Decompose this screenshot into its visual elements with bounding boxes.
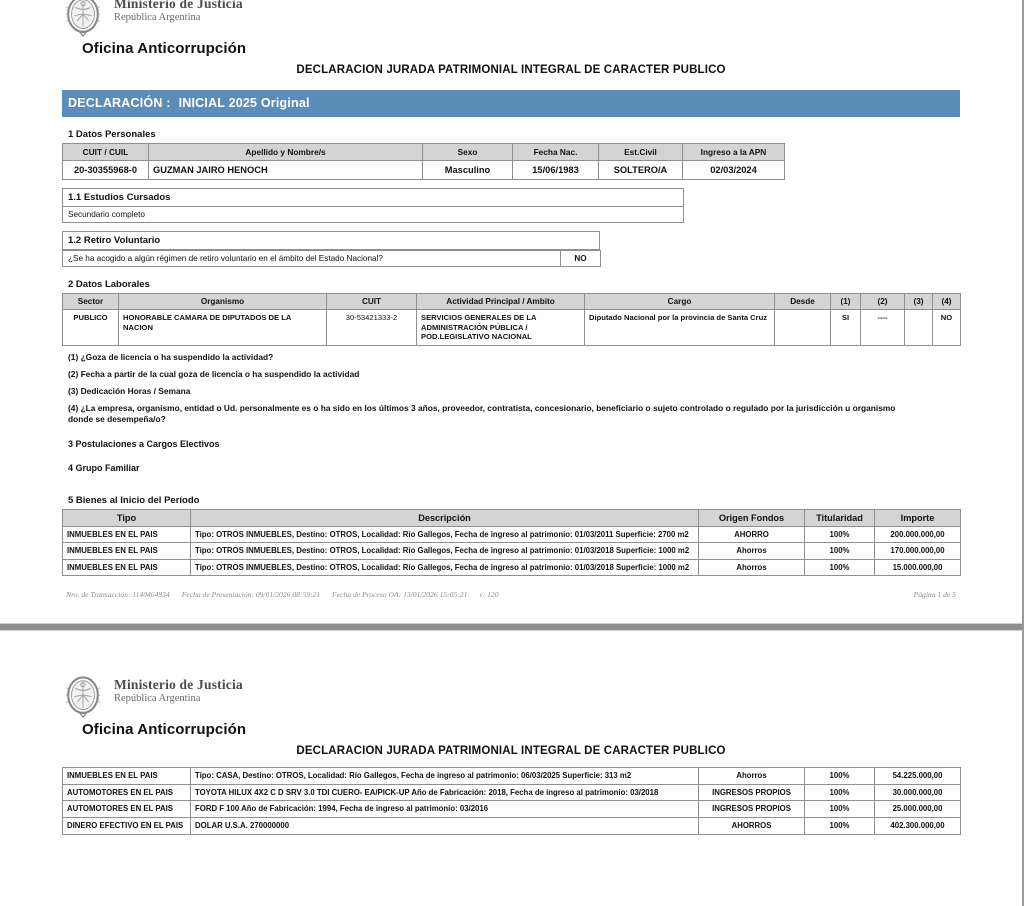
- col-est-civil: Est.Civil: [599, 144, 683, 161]
- col-nota-1: (1): [831, 294, 861, 310]
- office-title: Oficina Anticorrupción: [82, 721, 247, 739]
- cell-organismo: HONORABLE CAMARA DE DIPUTADOS DE LA NACION: [119, 310, 327, 346]
- table-header-row: [63, 144, 785, 161]
- document-page-2: [0, 631, 1022, 834]
- section-1-title: 1 Datos Personales: [68, 129, 156, 140]
- cell-importe: 402.300.000,00: [875, 818, 961, 835]
- section-1-1-title: 1.1 Estudios Cursados: [62, 188, 684, 207]
- cell-titularidad: 100%: [805, 543, 875, 560]
- estudios-value: Secundario completo: [62, 207, 684, 223]
- col-tipo: Tipo: [63, 509, 191, 526]
- declaration-value: INICIAL 2025 Original: [178, 96, 310, 110]
- cell-origen-fondos: INGRESOS PROPIOS: [699, 801, 805, 818]
- office-title: Oficina Anticorrupción: [82, 40, 247, 57]
- cell-importe: 15.000.000,00: [875, 559, 961, 576]
- col-sexo: Sexo: [423, 144, 513, 161]
- cell-descripcion: Tipo: OTROS INMUEBLES, Destino: OTROS, Localidad: Río Gallegos, Fecha de ingreso al patrimonio: 01/03/2011 Superficie: 2700 m2: [191, 526, 699, 543]
- footnote-3: (3) Dedicación Horas / Semana: [68, 385, 191, 396]
- retiro-voluntario-table: [62, 250, 601, 267]
- col-actividad: Actividad Principal / Ambito: [417, 294, 585, 310]
- cell-nombre: GUZMAN JAIRO HENOCH: [149, 161, 423, 180]
- cell-descripcion: Tipo: CASA, Destino: OTROS, Localidad: Río Gallegos, Fecha de ingreso al patrimonio: 06/03/2025 Superficie: 313 m2: [191, 768, 699, 785]
- cell-tipo: INMUEBLES EN EL PAIS: [63, 768, 191, 785]
- footer-version: v: 120: [479, 590, 499, 600]
- retiro-question: ¿Se ha acogido a algún régimen de retiro voluntario en el ámbito del Estado Nacional?: [63, 251, 561, 267]
- cell-titularidad: 100%: [805, 559, 875, 576]
- cell-origen-fondos: Ahorros: [699, 768, 805, 785]
- cell-descripcion: Tipo: OTROS INMUEBLES, Destino: OTROS, Localidad: Río Gallegos, Fecha de ingreso al patrimonio: 01/03/2018 Superficie: 1000 m2: [191, 559, 699, 576]
- personal-data-table: [62, 143, 785, 180]
- cell-nota-3: [905, 310, 933, 346]
- cell-descripcion: FORD F 100 Año de Fabricación: 1994, Fecha de ingreso al patrimonio: 03/2016: [191, 801, 699, 818]
- ministry-title: Ministerio de Justicia: [114, 677, 243, 693]
- cell-tipo: DINERO EFECTIVO EN EL PAIS: [63, 818, 191, 835]
- cell-importe: 54.225.000,00: [875, 768, 961, 785]
- ministry-block: [114, 677, 243, 705]
- argentina-coat-of-arms-icon: [62, 676, 104, 720]
- footnote-1: (1) ¿Goza de licencia o ha suspendido la actividad?: [68, 351, 274, 362]
- footer-presentacion: Fecha de Presentación: 09/01/2026 08:59:21: [181, 590, 321, 600]
- cell-origen-fondos: INGRESOS PROPIOS: [699, 784, 805, 801]
- table-row: [63, 784, 961, 801]
- table-header-row: [63, 294, 961, 310]
- assets-table-page2: [62, 767, 961, 834]
- footer-pagina: Página 1 de 5: [913, 590, 956, 600]
- cell-fecha-nac: 15/06/1983: [513, 161, 599, 180]
- cell-tipo: INMUEBLES EN EL PAIS: [63, 559, 191, 576]
- table-header-row: [63, 509, 961, 526]
- cell-cargo: Diputado Nacional por la provincia de Santa Cruz: [585, 310, 775, 346]
- cell-desde: [775, 310, 831, 346]
- cell-titularidad: 100%: [805, 818, 875, 835]
- footer-proceso: Fecha de Proceso OA: 13/01/2026 15:05:21: [332, 590, 468, 600]
- cell-titularidad: 100%: [805, 784, 875, 801]
- cell-importe: 30.000.000,00: [875, 784, 961, 801]
- table-row: [63, 559, 961, 576]
- cell-importe: 200.000.000,00: [875, 526, 961, 543]
- col-titularidad: Titularidad: [805, 509, 875, 526]
- cell-nota-4: NO: [933, 310, 961, 346]
- col-cuit-labor: CUIT: [327, 294, 417, 310]
- section-1-2-title: 1.2 Retiro Voluntario: [62, 231, 600, 250]
- footnote-4: (4) ¿La empresa, organismo, entidad o Ud. personalmente es o ha sido en los últimos 3 años, proveedor, contratista, concesionario, beneficiario o sujeto controlado o regulado por la jurisdicción u organismo donde se desempeña/o?: [68, 402, 896, 424]
- col-desde: Desde: [775, 294, 831, 310]
- cell-descripcion: Tipo: OTROS INMUEBLES, Destino: OTROS, Localidad: Río Gallegos, Fecha de ingreso al patrimonio: 01/03/2018 Superficie: 1000 m2: [191, 543, 699, 560]
- footnote-2: (2) Fecha a partir de la cual goza de licencia o ha suspendido la actividad: [68, 368, 360, 379]
- footer-transaccion: Nro. de Transacción: 1140464934: [66, 590, 170, 600]
- cell-cuit-labor: 30-53421333-2: [327, 310, 417, 346]
- cell-descripcion: DOLAR U.S.A. 270000000: [191, 818, 699, 835]
- cell-titularidad: 100%: [805, 526, 875, 543]
- declaration-label: DECLARACIÓN :: [68, 96, 171, 110]
- ministry-title: Ministerio de Justicia: [114, 0, 243, 11]
- table-row: [63, 801, 961, 818]
- col-cuit: CUIT / CUIL: [63, 144, 149, 161]
- cell-sexo: Masculino: [423, 161, 513, 180]
- cell-titularidad: 100%: [805, 768, 875, 785]
- document-title: DECLARACION JURADA PATRIMONIAL INTEGRAL DE CARACTER PUBLICO: [296, 745, 726, 758]
- section-2-title: 2 Datos Laborales: [68, 279, 150, 290]
- declaration-bar: [62, 90, 960, 117]
- table-row: [63, 543, 961, 560]
- retiro-answer: NO: [561, 251, 601, 267]
- col-cargo: Cargo: [585, 294, 775, 310]
- col-nota-4: (4): [933, 294, 961, 310]
- cell-titularidad: 100%: [805, 801, 875, 818]
- cell-est-civil: SOLTERO/A: [599, 161, 683, 180]
- cell-importe: 25.000.000,00: [875, 801, 961, 818]
- col-importe: Importe: [875, 509, 961, 526]
- argentina-coat-of-arms-icon: [62, 0, 104, 39]
- table-row: [63, 251, 601, 267]
- col-nombre: Apellido y Nombre/s: [149, 144, 423, 161]
- cell-importe: 170.000.000,00: [875, 543, 961, 560]
- cell-ingreso-apn: 02/03/2024: [683, 161, 785, 180]
- cell-origen-fondos: AHORRO: [699, 526, 805, 543]
- table-row: [63, 818, 961, 835]
- table-row: [63, 161, 785, 180]
- page-header-2: [62, 677, 960, 767]
- page-footer-1: [62, 590, 960, 599]
- col-organismo: Organismo: [119, 294, 327, 310]
- cell-origen-fondos: Ahorros: [699, 559, 805, 576]
- cell-tipo: INMUEBLES EN EL PAIS: [63, 543, 191, 560]
- cell-origen-fondos: AHORROS: [699, 818, 805, 835]
- cell-tipo: INMUEBLES EN EL PAIS: [63, 526, 191, 543]
- col-fecha-nac: Fecha Nac.: [513, 144, 599, 161]
- assets-table-page1: [62, 509, 961, 577]
- ministry-subtitle: República Argentina: [114, 693, 201, 705]
- col-sector: Sector: [63, 294, 119, 310]
- col-descripcion: Descripción: [191, 509, 699, 526]
- section-5-title: 5 Bienes al Inicio del Período: [68, 494, 200, 506]
- col-nota-3: (3): [905, 294, 933, 310]
- col-nota-2: (2): [861, 294, 905, 310]
- cell-tipo: AUTOMOTORES EN EL PAIS: [63, 784, 191, 801]
- cell-descripcion: TOYOTA HILUX 4X2 C D SRV 3.0 TDI CUERO- EA/PICK-UP Año de Fabricación: 2018, Fecha de ingreso al patrimonio: 03/2018: [191, 784, 699, 801]
- ministry-subtitle: República Argentina: [114, 12, 201, 23]
- col-origen-fondos: Origen Fondos: [699, 509, 805, 526]
- ministry-block: [114, 0, 243, 24]
- table-row: [63, 526, 961, 543]
- cell-tipo: AUTOMOTORES EN EL PAIS: [63, 801, 191, 818]
- cell-actividad: SERVICIOS GENERALES DE LA ADMINISTRACIÓN PÚBLICA / POD.LEGISLATIVO NACIONAL: [417, 310, 585, 346]
- cell-nota-2: ----: [861, 310, 905, 346]
- labor-data-table: [62, 293, 961, 346]
- cell-nota-1: SI: [831, 310, 861, 346]
- col-ingreso-apn: Ingreso a la APN: [683, 144, 785, 161]
- document-title: DECLARACION JURADA PATRIMONIAL INTEGRAL DE CARACTER PUBLICO: [296, 64, 726, 76]
- table-row: [63, 310, 961, 346]
- cell-origen-fondos: Ahorros: [699, 543, 805, 560]
- page-separator: [0, 623, 1022, 631]
- cell-cuit: 20-30355968-0: [63, 161, 149, 180]
- cell-sector: PUBLICO: [63, 310, 119, 346]
- table-row: [63, 768, 961, 785]
- page-header: [62, 0, 960, 86]
- section-3-title: 3 Postulaciones a Cargos Electivos: [68, 438, 220, 449]
- section-4-title: 4 Grupo Familiar: [68, 462, 140, 473]
